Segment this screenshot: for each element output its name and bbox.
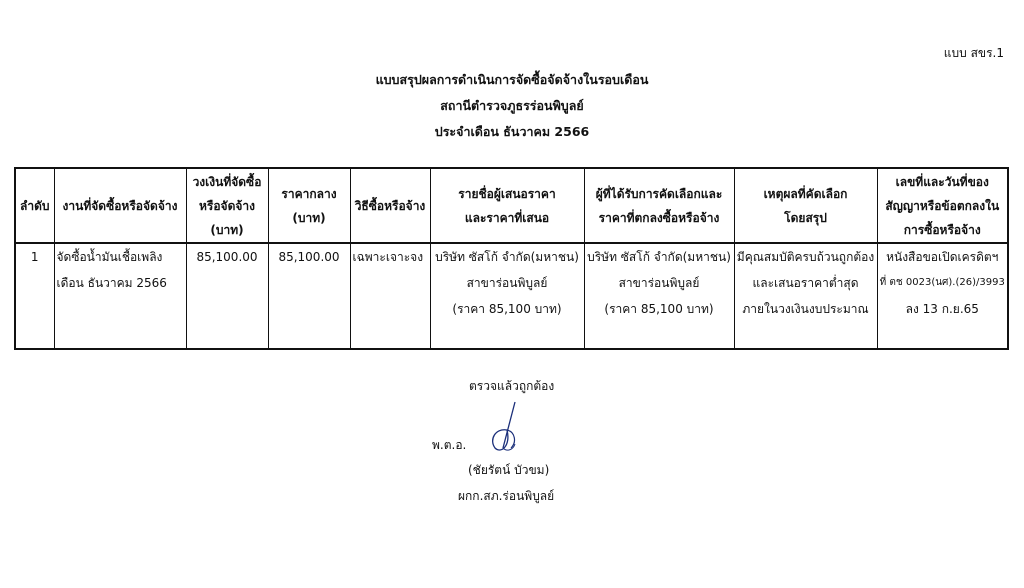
- cell-contract: หนังสือขอเปิดเครดิตฯ ที่ ตช 0023(นศ).(26)/3993 ลง 13 ก.ย.65: [877, 243, 1008, 349]
- header-budget: วงเงินที่จัดซื้อ หรือจัดจ้าง (บาท): [186, 168, 268, 243]
- cell-no: 1: [15, 243, 54, 349]
- cell-bidders: บริษัท ซัสโก้ จำกัด(มหาชน) สาขาร่อนพิบูลย์ (ราคา 85,100 บาท): [430, 243, 584, 349]
- cell-winner: บริษัท ซัสโก้ จำกัด(มหาชน) สาขาร่อนพิบูลย์ (ราคา 85,100 บาท): [584, 243, 734, 349]
- header-item: งานที่จัดซื้อหรือจัดจ้าง: [54, 168, 186, 243]
- verified-label: ตรวจแล้วถูกต้อง: [469, 379, 555, 393]
- header-method: วิธีซื้อหรือจ้าง: [350, 168, 430, 243]
- header-reason: เหตุผลที่คัดเลือก โดยสรุป: [734, 168, 877, 243]
- procurement-summary-table: [14, 167, 1009, 350]
- header-winner: ผู้ที่ได้รับการคัดเลือกและ ราคาที่ตกลงซื้อหรือจ้าง: [584, 168, 734, 243]
- signatory-position: ผกก.สภ.ร่อนพิบูลย์: [458, 489, 555, 503]
- header-no: ลำดับ: [15, 168, 54, 243]
- station-name: สถานีตำรวจภูธรร่อนพิบูลย์: [440, 98, 584, 113]
- handwritten-signature: [485, 400, 531, 458]
- document-title: แบบสรุปผลการดำเนินการจัดซื้อจัดจ้างในรอบเดือน: [375, 72, 649, 87]
- signatory-name: (ชัยรัตน์ บัวขม): [468, 463, 550, 477]
- table-header-row: [15, 168, 1008, 243]
- officer-rank: พ.ต.อ.: [432, 438, 467, 452]
- header-contract: เลขที่และวันที่ของ สัญญาหรือข้อตกลงใน การซื้อหรือจ้าง: [877, 168, 1008, 243]
- cell-budget: 85,100.00: [186, 243, 268, 349]
- report-month: ประจำเดือน ธันวาคม 2566: [434, 124, 590, 139]
- cell-reason: มีคุณสมบัติครบถ้วนถูกต้อง และเสนอราคาต่ำสุด ภายในวงเงินงบประมาณ: [734, 243, 877, 349]
- table-row: [15, 243, 1008, 349]
- header-bidders: รายชื่อผู้เสนอราคา และราคาที่เสนอ: [430, 168, 584, 243]
- form-code: แบบ สขร.1: [943, 46, 1004, 60]
- cell-method: เฉพาะเจาะจง: [350, 243, 430, 349]
- cell-item: จัดซื้อน้ำมันเชื้อเพลิง เดือน ธันวาคม 2566: [54, 243, 186, 349]
- header-median-price: ราคากลาง (บาท): [268, 168, 350, 243]
- cell-median-price: 85,100.00: [268, 243, 350, 349]
